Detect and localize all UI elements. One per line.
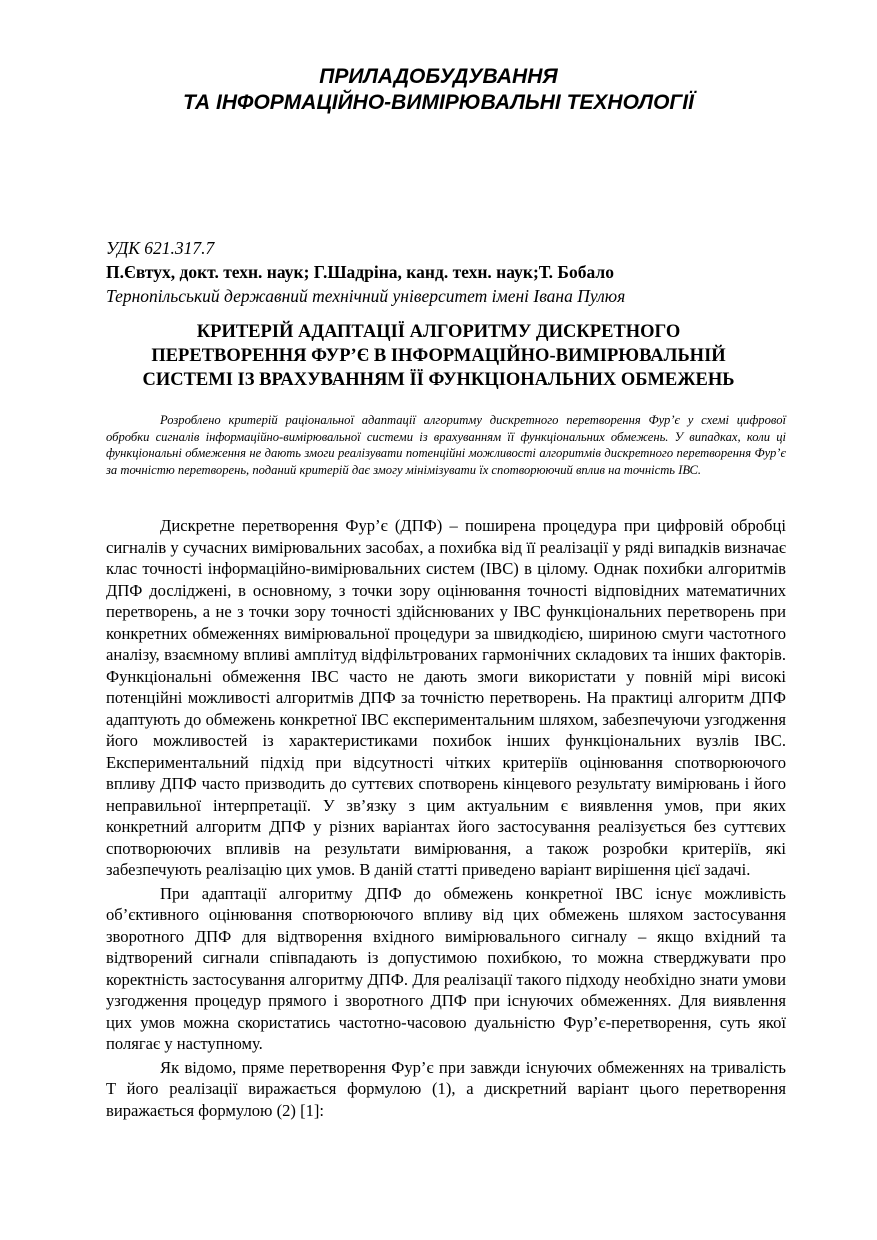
- section-header: [0, 64, 877, 116]
- title-line: ПЕРЕТВОРЕННЯ ФУР’Є В ІНФОРМАЦІЙНО-ВИМІРЮВАЛЬНІЙ: [151, 346, 726, 366]
- article-title: [90, 320, 787, 392]
- body-text: [106, 515, 786, 1121]
- paragraph: При адаптації алгоритму ДПФ до обмежень конкретної ІВС існує можливість об’єктивного оцінювання спотворюючого впливу від цих обмежень шляхом застосування зворотного ДПФ для відтворення вхідного вимірювального сигналу – якщо вхідний та відтворений сигнали співпадають із допустимою похибкою, то можна стверджувати про коректність застосування алгоритму ДПФ. Для реалізації такого підходу необхідно знати умови узгодження процедур прямого і зворотного ДПФ при існуючих обмеженнях. Для виявлення цих умов можна скористатись частотно-часовою дуальністю Фур’є-перетворення, суть якої полягає у наступному.: [106, 883, 786, 1053]
- paragraph: Дискретне перетворення Фур’є (ДПФ) – поширена процедура при цифровій обробці сигналів у сучасних вимірювальних засобах, а похибка від її реалізації у ряді випадків визначає клас точності інформаційно-вимірювальних систем (ІВС) в цілому. Однак похибки алгоритмів ДПФ досліджені, в основному, з точки зору оцінювання точності відповідних математичних перетворень, а не з точки зору точності здійснюваних у ІВС функціональних перетворень при конкретних обмеженнях вимірювальної процедури за швидкодією, шириною смуги частотного аналізу, взаємному впливі амплітуд відфільтрованих гармонічних складових та інших факторів. Функціональні обмеження ІВС часто не дають змоги використати у повній мірі високі потенційні можливості алгоритмів ДПФ за точністю перетворень. На практиці алгоритм ДПФ адаптують до обмежень конкретної ІВС експериментальним шляхом, забезпечуючи узгодження його можливостей із характеристиками похибок інших функціональних вузлів ІВС. Експериментальний підхід при відсутності чітких критеріїв оцінювання спотворюючого впливу ДПФ часто призводить до суттєвих спотворень кінцевого результату вимірювань і його неправильної інтерпретації. У зв’язку з цим актуальним є виявлення умов, при яких конкретний алгоритм ДПФ у різних варіантах його застосування реалізується без суттєвих спотворюючих впливів на результати вимірювання, а також розробки критеріїв, які забезпечують реалізацію цих умов. В даній статті приведено варіант вирішення цієї задачі.: [106, 516, 786, 879]
- title-line: СИСТЕМІ ІЗ ВРАХУВАННЯМ ЇЇ ФУНКЦІОНАЛЬНИХ ОБМЕЖЕНЬ: [142, 370, 735, 390]
- section-header-line-2: ТА ІНФОРМАЦІЙНО-ВИМІРЮВАЛЬНІ ТЕХНОЛОГІЇ: [183, 91, 694, 114]
- section-header-line-1: ПРИЛАДОБУДУВАННЯ: [319, 65, 558, 88]
- abstract: Розроблено критерій раціональної адаптації алгоритму дискретного перетворення Фур’є у схемі цифрової обробки сигналів інформаційно-вимірювальної системи із врахуванням її функціональних обмежень. У випадках, коли ці функціональні обмеження не дають змоги реалізувати потенційні можливості алгоритмів дискретного перетворення Фур’є за точністю перетворень, поданий критерій дає змогу мінімізувати їх спотворюючий вплив на точність ІВС.: [106, 413, 786, 477]
- article-meta: [106, 236, 786, 308]
- authors: П.Євтух, докт. техн. наук; Г.Шадріна, канд. техн. наук;Т. Бобало: [106, 262, 614, 282]
- paragraph: Як відомо, пряме перетворення Фур’є при завжди існуючих обмеженнях на тривалість T його реалізації виражається формулою (1), а дискретний варіант цього перетворення виражається формулою (2) [1]:: [106, 1057, 786, 1120]
- title-line: КРИТЕРІЙ АДАПТАЦІЇ АЛГОРИТМУ ДИСКРЕТНОГО: [196, 322, 681, 342]
- affiliation: Тернопільський державний технічний університет імені Івана Пулюя: [106, 286, 626, 306]
- udk-code: УДК 621.317.7: [106, 238, 215, 258]
